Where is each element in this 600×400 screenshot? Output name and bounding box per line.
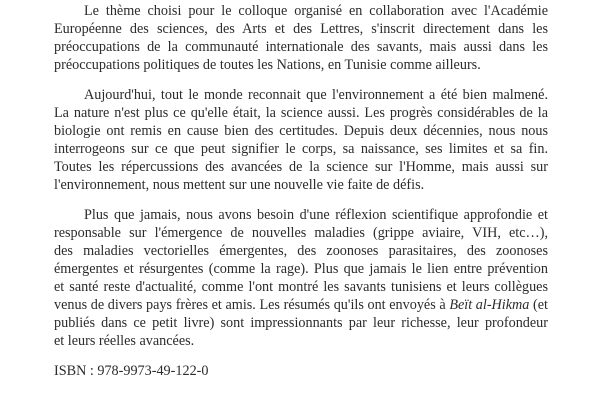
- text-line: interrogeons sur ce que peut signifier le corps, sa naissance, ses limites et sa fin.: [54, 141, 548, 157]
- text-line-with-italic: [54, 296, 548, 314]
- text-line: biologie ont remis en cause bien des certitudes. Depuis deux décennies, nous nous: [54, 123, 548, 139]
- text-line: Plus que jamais, nous avons besoin d'une réflexion scientifique approfondie et: [84, 207, 548, 223]
- text-fragment: venus de divers pays frères et amis. Les résumés qu'ils ont envoyés à: [54, 297, 450, 313]
- text-line: publiés dans ce petit livre) sont impressionnants par leur richesse, leur profondeur: [54, 315, 548, 331]
- text-line: émergentes et résurgentes (comme la rage). Plus que jamais le lien entre prévention: [54, 261, 548, 277]
- italic-institution-name: Beït al-Hikma: [449, 297, 530, 313]
- text-line: préoccupations de la communauté internationale des savants, mais aussi dans les: [54, 39, 548, 55]
- text-line: préoccupations politiques de toutes les Nations, en Tunisie comme ailleurs.: [54, 57, 481, 73]
- paragraph-3: [54, 206, 548, 350]
- text-line: Européenne des sciences, des Arts et des Lettres, s'inscrit directement dans les: [54, 21, 548, 37]
- text-line: Le thème choisi pour le colloque organisé en collaboration avec l'Académie: [84, 3, 548, 19]
- text-line: l'environnement, nous mettent sur une nouvelle vie faite de défis.: [54, 177, 425, 193]
- text-fragment: (et: [529, 297, 548, 313]
- text-line: Toutes les répercussions des avancées de la science sur l'Homme, mais aussi sur: [54, 159, 548, 175]
- text-line: et leurs réelles avancées.: [54, 333, 195, 349]
- text-line: La nature n'est plus ce qu'elle était, la science aussi. Les progrès considérables de la: [54, 105, 548, 121]
- isbn-line: ISBN : 978-9973-49-122-0: [54, 363, 209, 379]
- text-line: Aujourd'hui, tout le monde reconnait que l'environnement a été bien malmené.: [84, 87, 548, 103]
- text-line: et santé reste d'actualité, comme l'ont montré les savants tunisiens et leurs collègues: [54, 279, 548, 295]
- text-line: responsable sur l'émergence de nouvelles maladies (grippe aviaire, VIH, etc…),: [54, 225, 548, 241]
- text-block: [54, 2, 548, 380]
- paragraph-1: [54, 2, 548, 74]
- paragraph-2: [54, 86, 548, 194]
- text-line: des maladies vectorielles émergentes, des zoonoses parasitaires, des zoonoses: [54, 243, 548, 259]
